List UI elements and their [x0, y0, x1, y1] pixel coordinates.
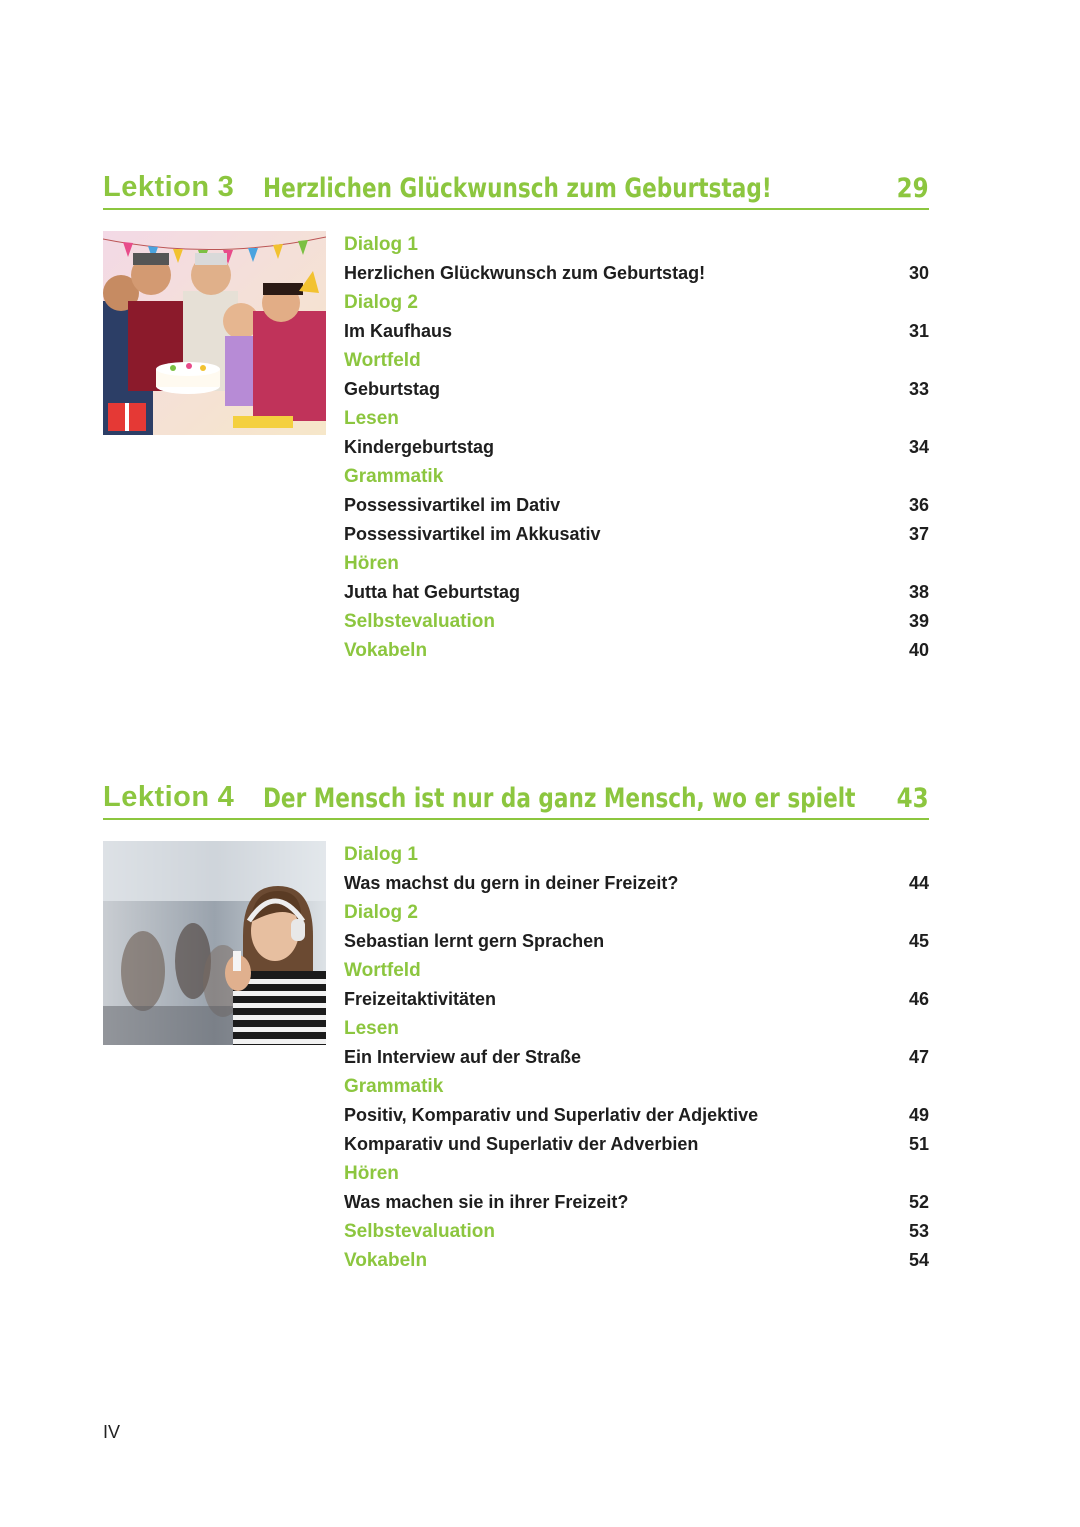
toc-page: 34: [908, 437, 929, 457]
toc-section[interactable]: [344, 607, 929, 636]
toc-section[interactable]: [344, 840, 929, 869]
lesson-header: [103, 168, 929, 210]
toc-page: 33: [908, 379, 929, 399]
toc-section[interactable]: [344, 956, 929, 985]
toc-item[interactable]: [344, 927, 929, 956]
toc-item-label: Sebastian lernt gern Sprachen: [344, 931, 605, 951]
toc-item-label: Possessivartikel im Dativ: [344, 495, 561, 515]
toc-section[interactable]: [344, 404, 929, 433]
toc-section-label: Grammatik: [344, 466, 444, 487]
toc-item[interactable]: [344, 869, 929, 898]
toc-section-label: Selbstevaluation: [344, 1221, 495, 1242]
toc-section[interactable]: [344, 549, 929, 578]
toc-page: 53: [908, 1221, 929, 1241]
toc-section-label: Dialog 1: [344, 234, 418, 255]
lesson-label: Lektion 3: [103, 171, 235, 203]
toc-section[interactable]: [344, 1217, 929, 1246]
toc-page: 37: [908, 524, 929, 544]
toc-page: 51: [908, 1134, 929, 1154]
toc-page: 54: [908, 1250, 929, 1270]
toc-section-label: Grammatik: [344, 1076, 444, 1097]
toc-page: 31: [908, 321, 929, 341]
toc-item[interactable]: [344, 375, 929, 404]
toc-page: 45: [908, 931, 929, 951]
toc-item[interactable]: [344, 1101, 929, 1130]
toc-section[interactable]: [344, 1072, 929, 1101]
footer-page-number: IV: [103, 1422, 121, 1442]
lesson-header: [103, 778, 929, 820]
toc-section[interactable]: [344, 462, 929, 491]
toc-section[interactable]: [344, 346, 929, 375]
toc-item-label: Possessivartikel im Akkusativ: [344, 524, 601, 544]
toc-page: 36: [908, 495, 929, 515]
toc-page: 47: [908, 1047, 929, 1067]
lesson-page-number: 29: [897, 173, 929, 204]
toc-page: 46: [908, 989, 929, 1009]
lesson-4-section: [103, 778, 929, 1271]
birthday-party-photo: [103, 231, 326, 435]
toc-section-label: Selbstevaluation: [344, 611, 495, 632]
lesson-title: Der Mensch ist nur da ganz Mensch, wo er spielt: [263, 783, 856, 814]
toc-section-label: Vokabeln: [344, 640, 428, 661]
toc-item[interactable]: [344, 259, 929, 288]
girl-with-headphones-photo: [103, 841, 326, 1045]
toc-item-label: Was machst du gern in deiner Freizeit?: [344, 873, 679, 893]
toc-section[interactable]: [344, 288, 929, 317]
toc-item-label: Im Kaufhaus: [344, 321, 453, 341]
toc-section[interactable]: [344, 1159, 929, 1188]
toc-section[interactable]: [344, 230, 929, 259]
toc-section-label: Wortfeld: [344, 960, 421, 981]
toc-page: 38: [908, 582, 929, 602]
toc-section[interactable]: [344, 636, 929, 665]
toc-section-label: Vokabeln: [344, 1250, 428, 1271]
toc-item[interactable]: [344, 1043, 929, 1072]
toc-section[interactable]: [344, 898, 929, 927]
toc-item-label: Geburtstag: [344, 379, 441, 399]
toc-page: 52: [908, 1192, 929, 1212]
toc-item[interactable]: [344, 1188, 929, 1217]
lesson-3-section: [103, 168, 929, 661]
toc-item-label: Komparativ und Superlativ der Adverbien: [344, 1134, 699, 1154]
toc-item-label: Freizeitaktivitäten: [344, 989, 497, 1009]
toc-item-label: Kindergeburtstag: [344, 437, 495, 457]
toc-section-label: Lesen: [344, 1018, 399, 1039]
lesson-title: Herzlichen Glückwunsch zum Geburtstag!: [263, 173, 772, 204]
toc-item[interactable]: [344, 433, 929, 462]
toc-section-label: Hören: [344, 553, 399, 574]
toc-page: 44: [908, 873, 929, 893]
toc-item[interactable]: [344, 317, 929, 346]
toc-page: 30: [908, 263, 929, 283]
toc-item-label: Herzlichen Glückwunsch zum Geburtstag!: [344, 263, 706, 283]
toc-section[interactable]: [344, 1014, 929, 1043]
toc-item[interactable]: [344, 491, 929, 520]
lesson-label: Lektion 4: [103, 781, 235, 813]
toc-section-label: Dialog 2: [344, 292, 418, 313]
toc-item-label: Was machen sie in ihrer Freizeit?: [344, 1192, 629, 1212]
lesson-entries: [344, 230, 929, 665]
toc-page: 40: [908, 640, 929, 660]
toc-section-label: Dialog 2: [344, 902, 418, 923]
toc-section-label: Lesen: [344, 408, 399, 429]
toc-item-label: Positiv, Komparativ und Superlativ der Adjektive: [344, 1105, 759, 1125]
toc-section[interactable]: [344, 1246, 929, 1275]
toc-section-label: Hören: [344, 1163, 399, 1184]
toc-item-label: Ein Interview auf der Straße: [344, 1047, 582, 1067]
toc-page: 49: [908, 1105, 929, 1125]
toc-item[interactable]: [344, 985, 929, 1014]
toc-section-label: Wortfeld: [344, 350, 421, 371]
lesson-entries: [344, 840, 929, 1275]
toc-item[interactable]: [344, 578, 929, 607]
toc-item[interactable]: [344, 520, 929, 549]
toc-item-label: Jutta hat Geburtstag: [344, 582, 521, 602]
lesson-page-number: 43: [897, 783, 929, 814]
toc-page: 39: [908, 611, 929, 631]
toc-item[interactable]: [344, 1130, 929, 1159]
toc-section-label: Dialog 1: [344, 844, 418, 865]
